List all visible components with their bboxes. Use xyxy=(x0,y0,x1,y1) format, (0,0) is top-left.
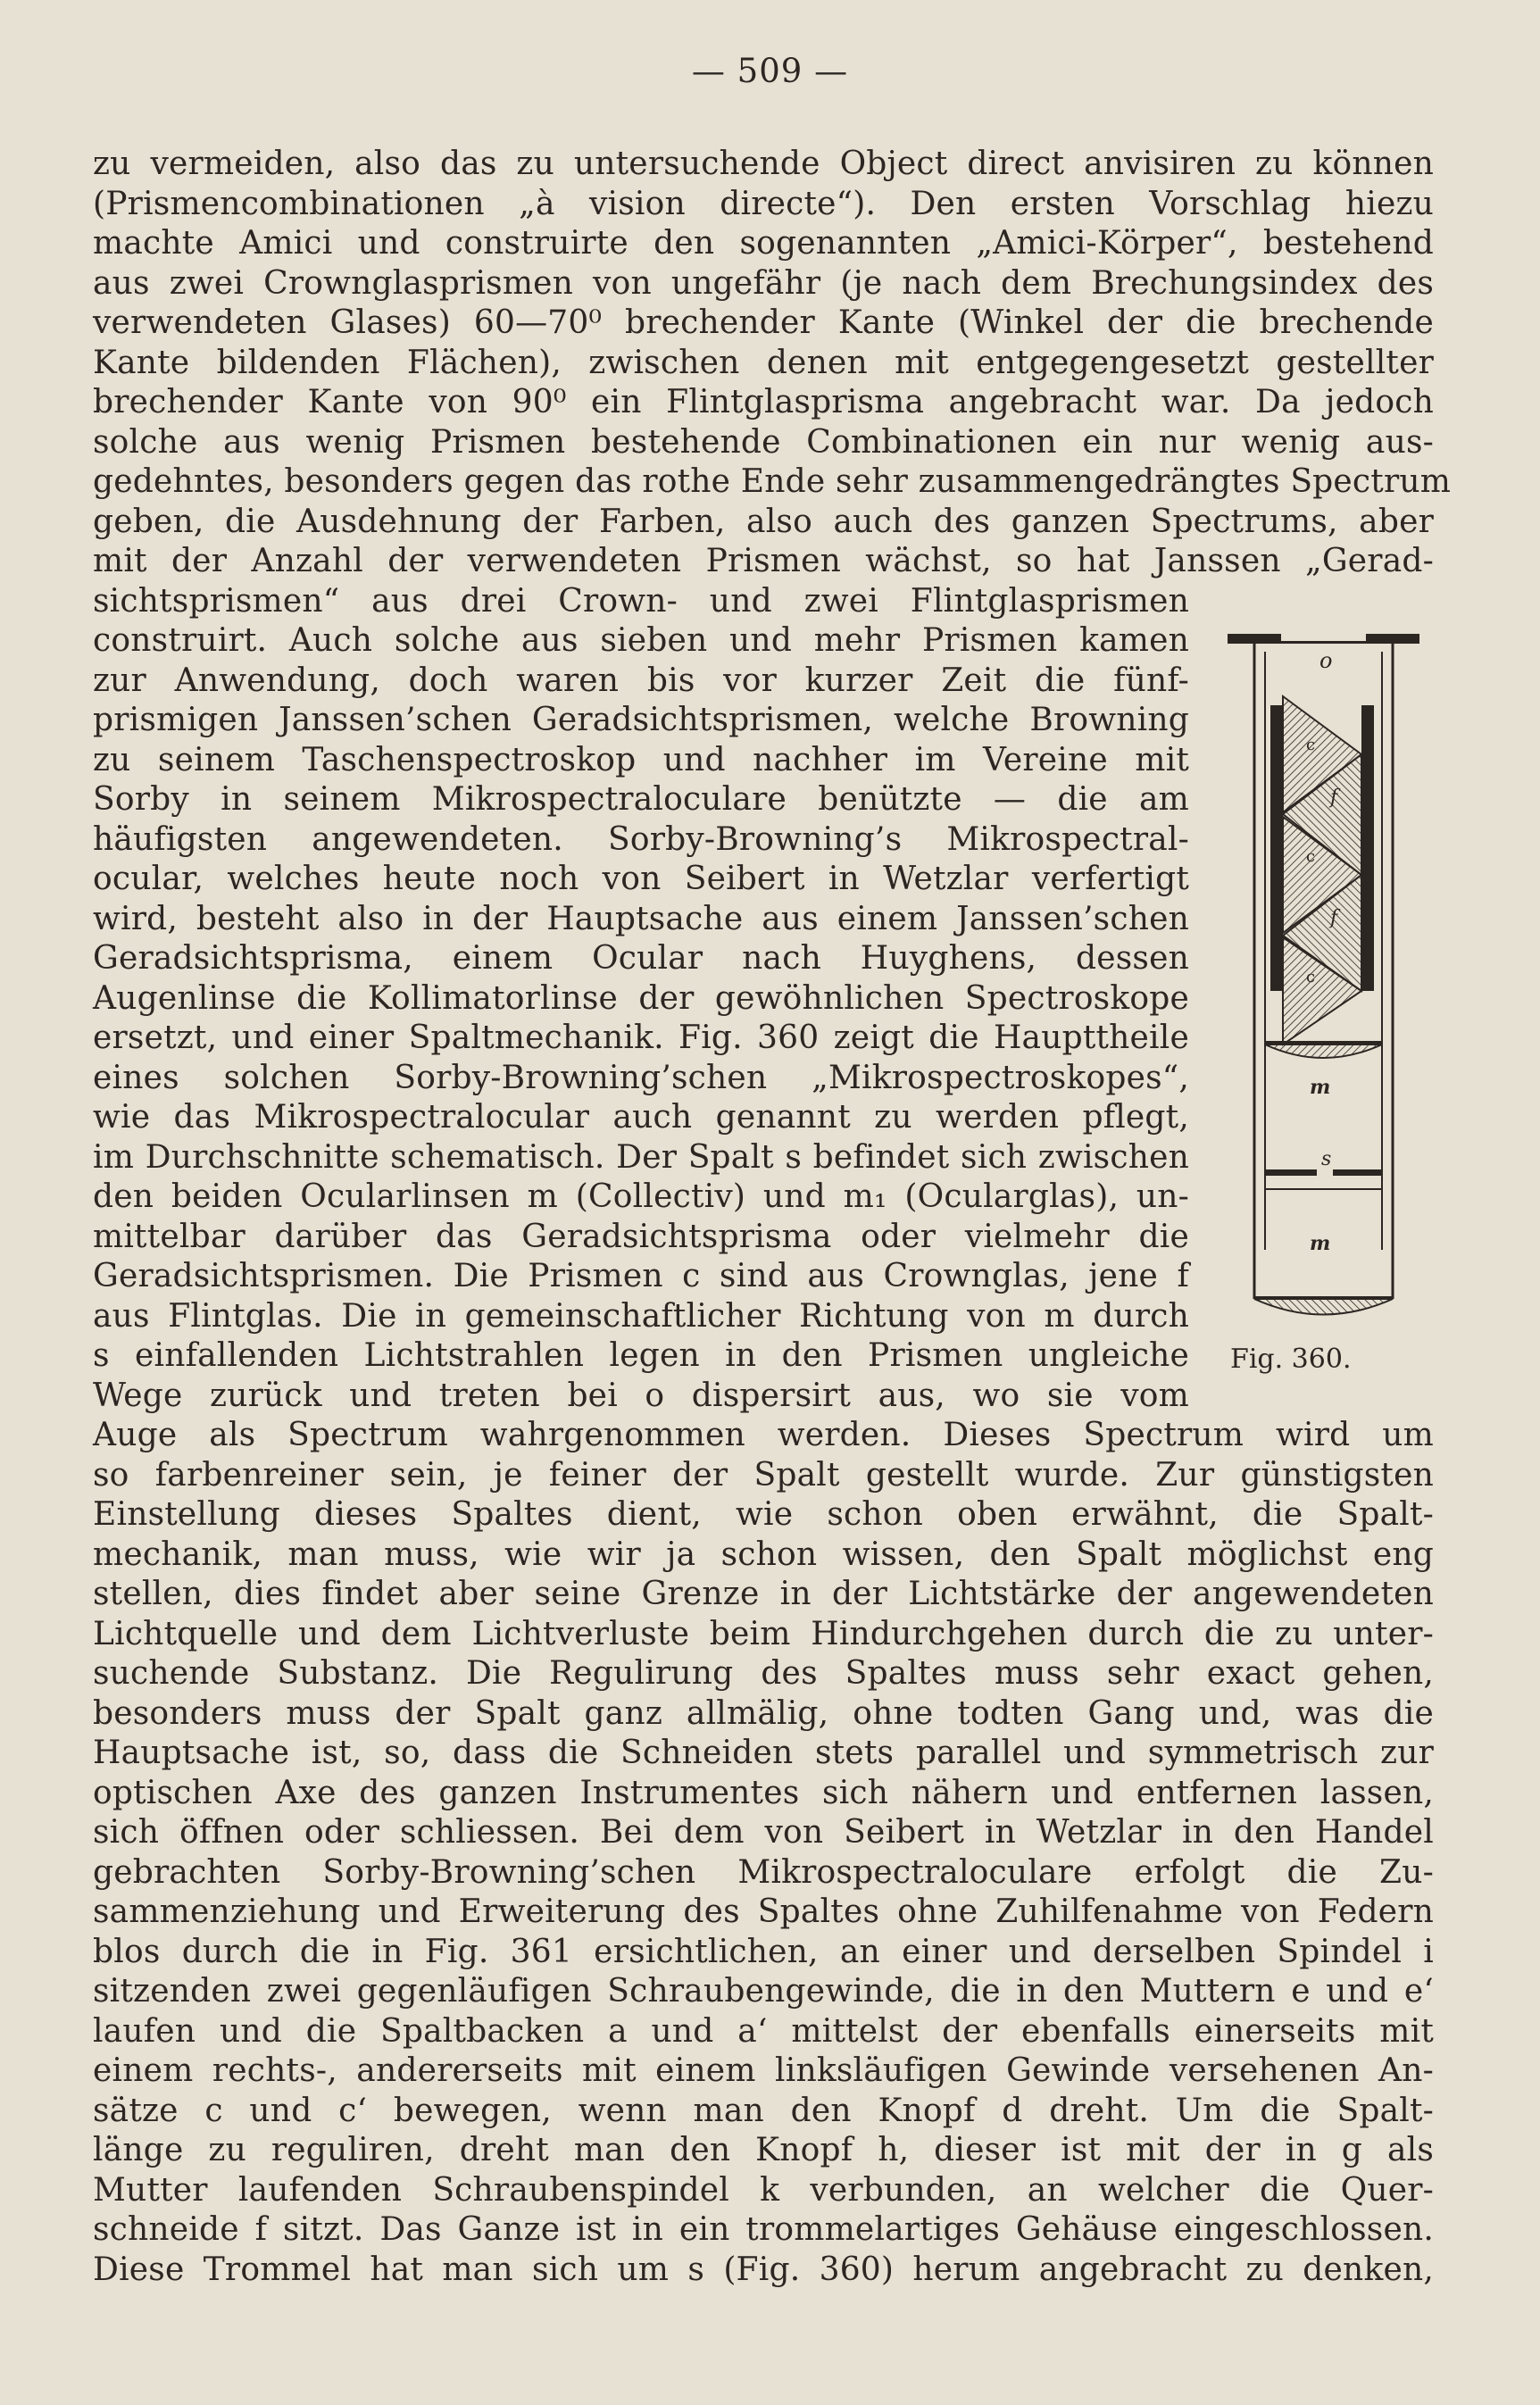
text-line: Lichtquelle und dem Lichtverluste beim Hindurchgehen durch die zu unter- xyxy=(93,1615,1434,1652)
figure-caption: Fig. 360. xyxy=(1230,1344,1352,1375)
label-f2: f xyxy=(1330,907,1338,929)
text-line: sichtsprismen“ aus drei Crown- und zwei Flintglasprismen xyxy=(93,582,1189,620)
text-line: mit der Anzahl der verwendeten Prismen wächst, so hat Janssen „Gerad- xyxy=(93,543,1434,579)
text-line: mechanik, man muss, wie wir ja schon wissen, den Spalt möglichst eng xyxy=(93,1535,1434,1573)
text-line: eines solchen Sorby-Browning’schen „Mikrospectroskopes“, xyxy=(93,1059,1189,1096)
text-line: sammenziehung und Erweiterung des Spaltes ohne Zuhilfenahme von Federn xyxy=(93,1893,1434,1930)
text-line: stellen, dies findet aber seine Grenze in der Lichtstärke der angewendeten xyxy=(93,1576,1434,1612)
text-line: solche aus wenig Prismen bestehende Combinationen ein nur wenig aus- xyxy=(93,423,1434,461)
text-line: verwendeten Glases) 60—70⁰ brechender Kante (Winkel der die brechende xyxy=(93,304,1434,341)
text-line: suchende Substanz. Die Regulirung des Spaltes muss sehr exact gehen, xyxy=(93,1655,1434,1692)
text-line: zu seinem Taschenspectroskop und nachher im Vereine mit xyxy=(93,741,1189,778)
text-line: sitzenden zwei gegenläufigen Schraubengewinde, die in den Muttern e und e‘ xyxy=(93,1973,1434,2010)
text-line: wird, besteht also in der Hauptsache aus einem Janssen’schen xyxy=(93,900,1189,937)
prism-holder-right xyxy=(1361,705,1374,991)
label-f1: f xyxy=(1330,786,1338,809)
text-line: Geradsichtsprismen. Die Prismen c sind aus Crownglas, jene f xyxy=(93,1258,1189,1294)
text-line: ersetzt, und einer Spaltmechanik. Fig. 360 zeigt die Haupttheile xyxy=(93,1019,1189,1056)
text-line: besonders muss der Spalt ganz allmälig, ohne todten Gang und, was die xyxy=(93,1694,1434,1732)
text-line: brechender Kante von 90⁰ ein Flintglasprisma angebracht war. Da jedoch xyxy=(93,384,1434,420)
text-line: Wege zurück und treten bei o dispersirt aus, wo sie vom xyxy=(93,1377,1189,1414)
text-line: sätze c und c‘ bewegen, wenn man den Knopf d dreht. Um die Spalt- xyxy=(93,2092,1434,2129)
text-line: laufen und die Spaltbacken a und a‘ mittelst der ebenfalls einerseits mit xyxy=(93,2012,1434,2050)
text-line: länge zu reguliren, dreht man den Knopf h, dieser ist mit der in g als xyxy=(93,2132,1434,2168)
text-line: einem rechts-, andererseits mit einem linksläufigen Gewinde versehenen An- xyxy=(93,2052,1434,2089)
label-m: m xyxy=(1310,1076,1331,1099)
text-line: construirt. Auch solche aus sieben und mehr Prismen kamen xyxy=(93,622,1189,659)
text-line: Kante bildenden Flächen), zwischen denen mit entgegengesetzt gestellter xyxy=(93,344,1434,381)
text-line: Einstellung dieses Spaltes dient, wie schon oben erwähnt, die Spalt- xyxy=(93,1496,1434,1533)
text-line: wie das Mikrospectralocular auch genannt zu werden pflegt, xyxy=(93,1099,1189,1136)
page-number: — 509 — xyxy=(691,52,849,90)
text-line: zu vermeiden, also das zu untersuchende Object direct anvisiren zu können xyxy=(93,146,1434,182)
slit-jaw-right xyxy=(1333,1169,1382,1176)
prism-holder-left xyxy=(1270,705,1283,991)
text-line: Augenlinse die Kollimatorlinse der gewöhnlichen Spectroskope xyxy=(93,979,1189,1017)
text-line: s einfallenden Lichtstrahlen legen in den Prismen ungleiche xyxy=(93,1337,1189,1374)
slit-jaw-left xyxy=(1265,1169,1317,1176)
spectroscope-diagram xyxy=(1228,625,1451,1348)
text-line: mittelbar darüber das Geradsichtsprisma oder vielmehr die xyxy=(93,1218,1189,1255)
label-c2: c xyxy=(1306,847,1316,866)
text-line: gedehntes, besonders gegen das rothe Ende sehr zusammengedrängtes Spectrum xyxy=(93,463,1452,500)
text-line: schneide f sitzt. Das Ganze ist in ein trommelartiges Gehäuse eingeschlossen. xyxy=(93,2211,1434,2248)
label-s: s xyxy=(1321,1148,1332,1170)
text-line: gebrachten Sorby-Browning’schen Mikrospectraloculare erfolgt die Zu- xyxy=(93,1853,1434,1891)
text-line: häufigsten angewendeten. Sorby-Browning’s Mikrospectral- xyxy=(93,820,1189,858)
text-line: Mutter laufenden Schraubenspindel k verbunden, an welcher die Quer- xyxy=(93,2171,1434,2209)
text-line: geben, die Ausdehnung der Farben, also auch des ganzen Spectrums, aber xyxy=(93,503,1434,540)
label-c3: c xyxy=(1306,968,1316,986)
text-line: im Durchschnitte schematisch. Der Spalt s befindet sich zwischen xyxy=(93,1138,1189,1176)
text-line: aus Flintglas. Die in gemeinschaftlicher Richtung von m durch xyxy=(93,1297,1189,1335)
text-line: aus zwei Crownglasprismen von ungefähr (je nach dem Brechungsindex des xyxy=(93,264,1434,302)
label-o: o xyxy=(1319,648,1333,673)
text-line: sich öffnen oder schliessen. Bei dem von Seibert in Wetzlar in den Handel xyxy=(93,1814,1434,1851)
text-line: (Prismencombinationen „à vision directe“). Den ersten Vorschlag hiezu xyxy=(93,185,1434,222)
text-line: Auge als Spectrum wahrgenommen werden. Dieses Spectrum wird um xyxy=(93,1417,1434,1453)
figure-360 xyxy=(1228,625,1451,1384)
text-line: den beiden Ocularlinsen m (Collectiv) und m₁ (Ocularglas), un- xyxy=(93,1178,1189,1215)
text-line: blos durch die in Fig. 361 ersichtlichen, an einer und derselben Spindel i xyxy=(93,1933,1434,1970)
label-c1: c xyxy=(1306,736,1316,754)
text-line: machte Amici und construirte den sogenannten „Amici-Körper“, bestehend xyxy=(93,225,1434,262)
text-line: Sorby in seinem Mikrospectraloculare benützte — die am xyxy=(93,781,1189,818)
text-line: zur Anwendung, doch waren bis vor kurzer Zeit die fünf- xyxy=(93,662,1189,699)
text-line: Geradsichtsprisma, einem Ocular nach Huyghens, dessen xyxy=(93,940,1189,977)
text-line: so farbenreiner sein, je feiner der Spalt gestellt wurde. Zur günstigsten xyxy=(93,1456,1434,1494)
collective-lens xyxy=(1265,1044,1382,1058)
ocular-lens xyxy=(1254,1299,1393,1315)
text-line: Hauptsache ist, so, dass die Schneiden stets parallel und symmetrisch zur xyxy=(93,1735,1434,1771)
top-flange-right xyxy=(1366,634,1419,641)
top-flange-left xyxy=(1228,634,1281,641)
text-line: Diese Trommel hat man sich um s (Fig. 360) herum angebracht zu denken, xyxy=(93,2251,1434,2288)
label-m1: m xyxy=(1310,1232,1331,1255)
text-line: optischen Axe des ganzen Instrumentes sich nähern und entfernen lassen, xyxy=(93,1774,1434,1811)
text-line: ocular, welches heute noch von Seibert in Wetzlar verfertigt xyxy=(93,861,1189,897)
text-line: prismigen Janssen’schen Geradsichtsprismen, welche Browning xyxy=(93,702,1189,738)
